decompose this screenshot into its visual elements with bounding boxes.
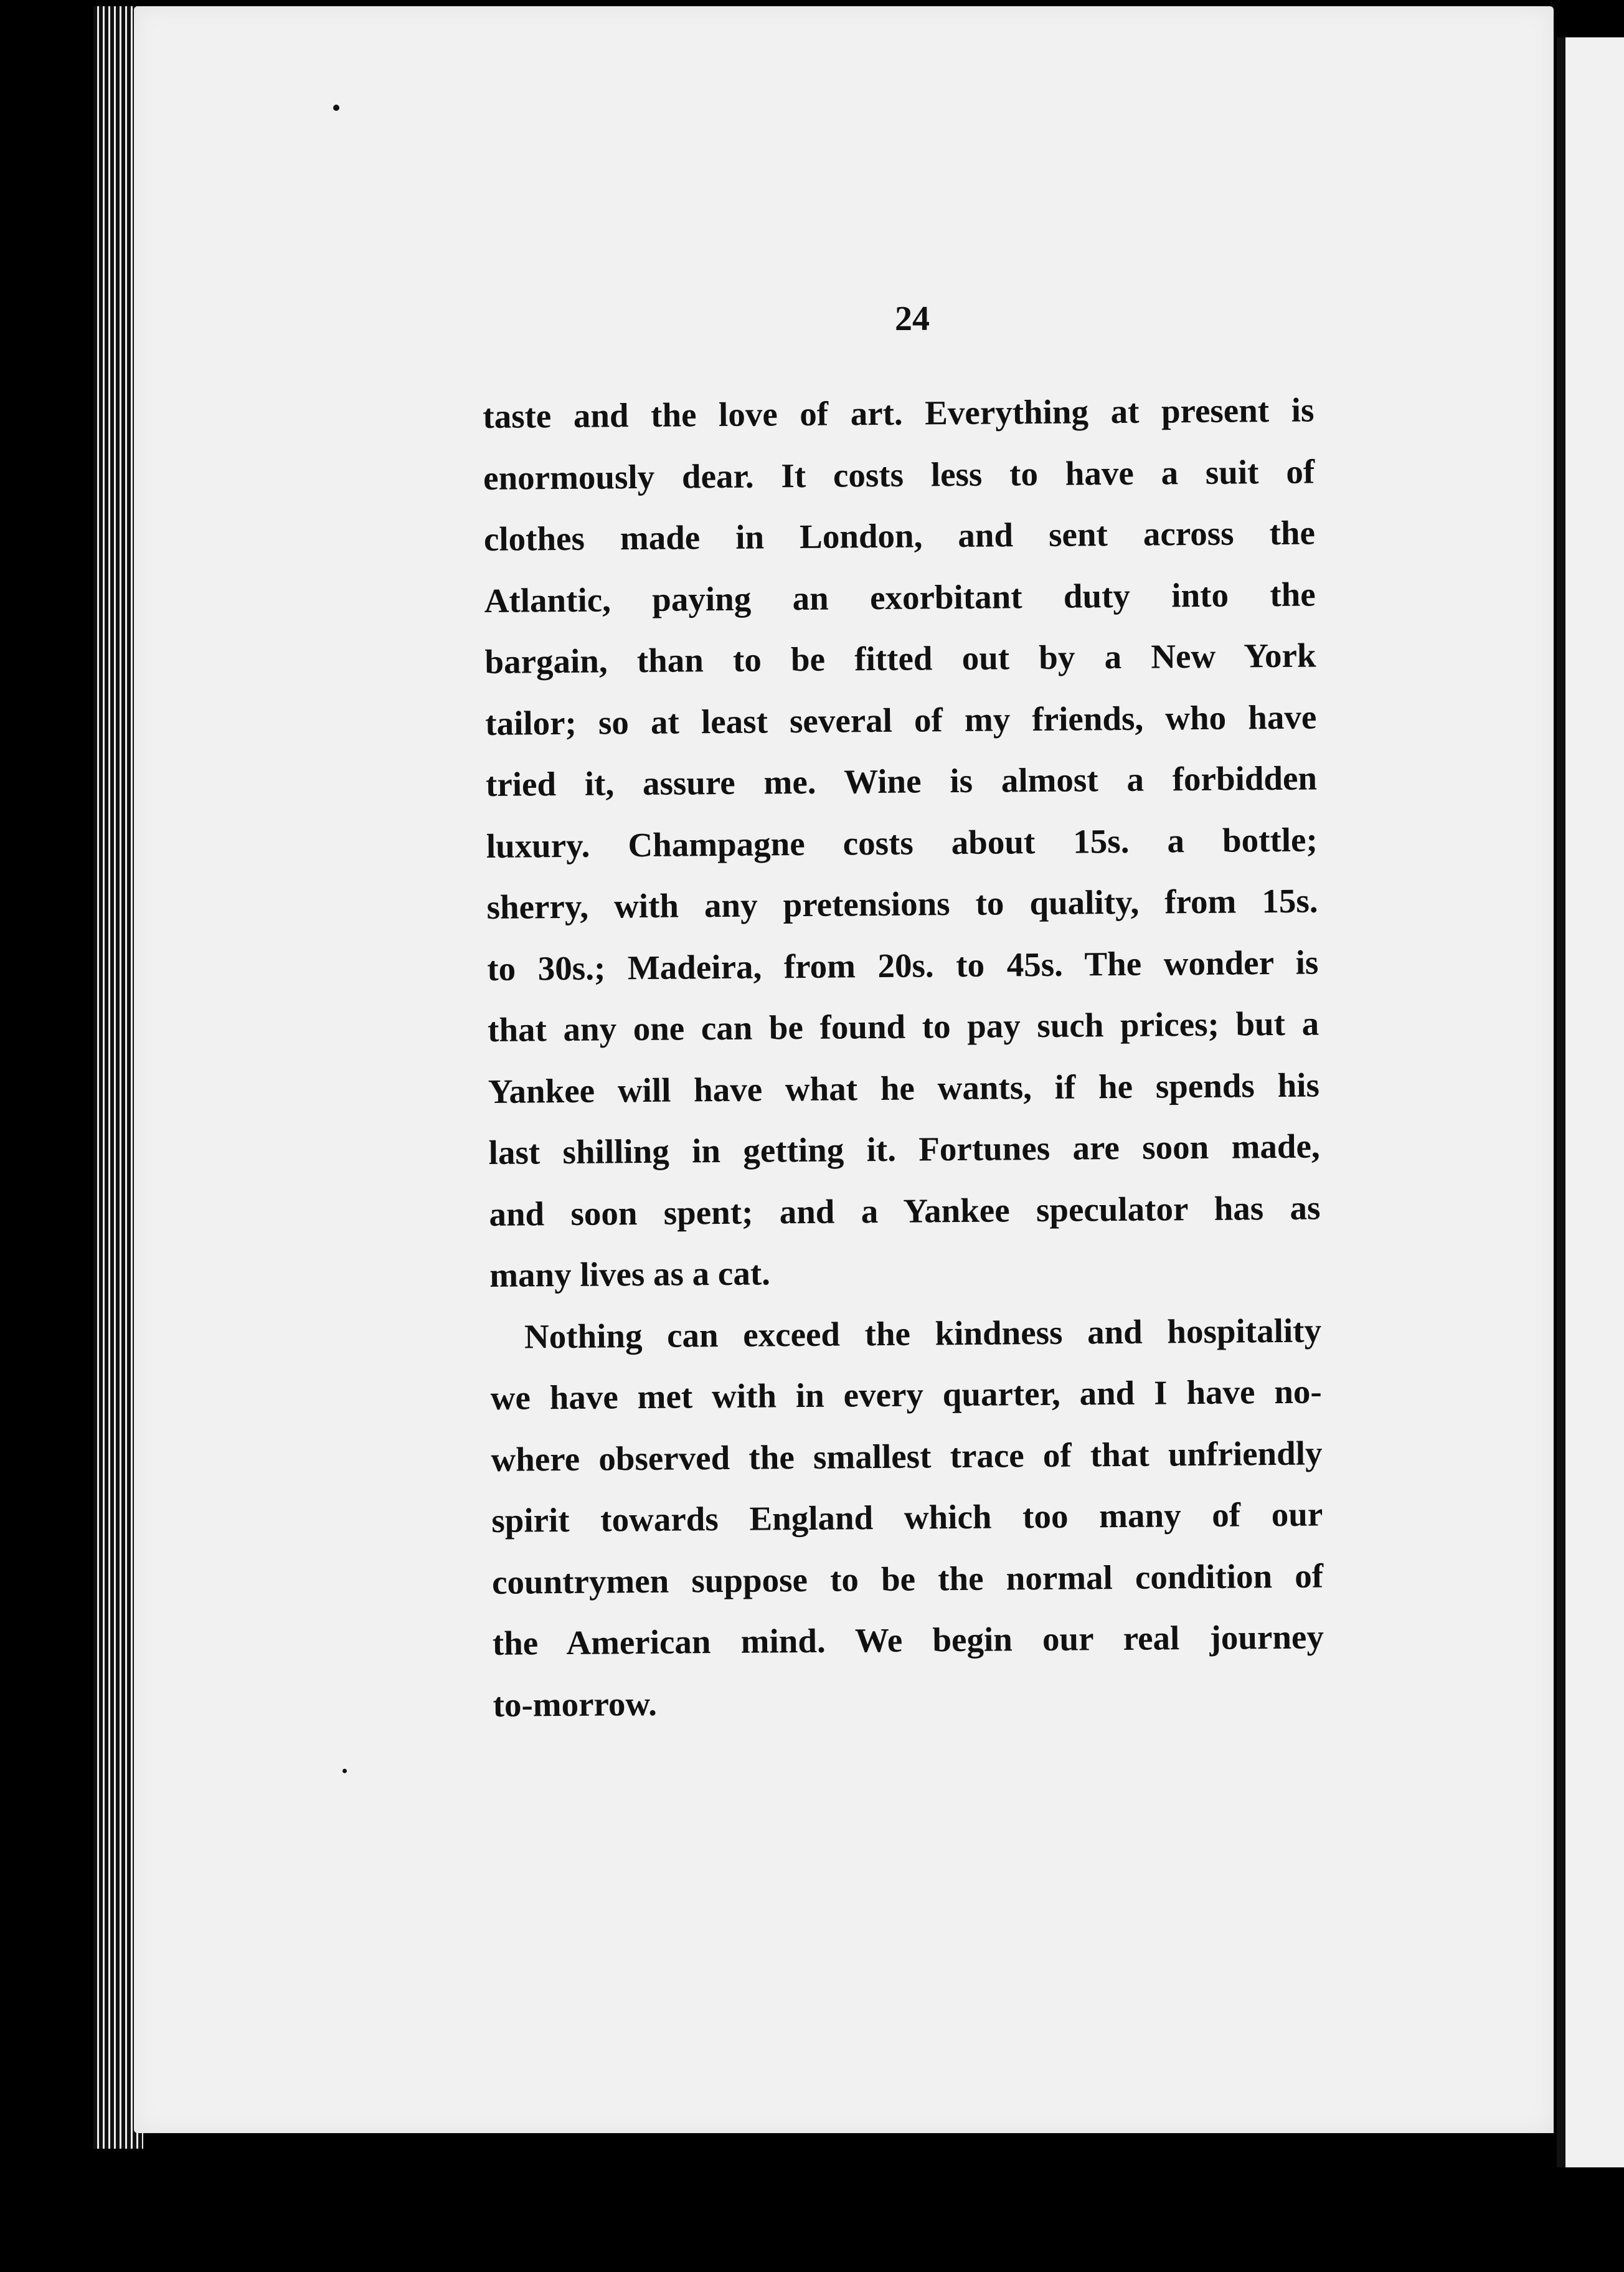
text-line: last shilling in getting it. Fortunes are soon made,: [488, 1127, 1320, 1172]
text-line: enormously dear. It costs less to have a suit of: [483, 452, 1315, 497]
text-line: tried it, assure me. Wine is almost a forbidden: [485, 759, 1318, 803]
text-line: Nothing can exceed the kindness and hospitality: [524, 1310, 1322, 1356]
facing-page-edge: [1557, 37, 1624, 2167]
text-line: Atlantic, paying an exorbitant duty into the: [484, 575, 1316, 620]
text-line: sherry, with any pretensions to quality, from 15s.: [486, 881, 1318, 926]
text-line: and soon spent; and a Yankee speculator has as: [489, 1188, 1321, 1233]
body-text: [483, 380, 1324, 1736]
text-line: taste and the love of art. Everything at present is: [483, 391, 1315, 435]
text-line: to 30s.; Madeira, from 20s. to 45s. The wonder is: [487, 942, 1319, 988]
text-line: tailor; so at least several of my friends, who have: [485, 697, 1317, 742]
text-line: clothes made in London, and sent across the: [483, 513, 1316, 558]
ink-speck: [342, 1769, 347, 1773]
text-line: we have met with in every quarter, and I have no-: [490, 1372, 1322, 1417]
text-line: where observed the smallest trace of that unfriendly: [491, 1433, 1323, 1479]
text-line: countrymen suppose to be the normal condition of: [491, 1556, 1324, 1601]
text-line: the American mind. We begin our real journey: [492, 1617, 1324, 1662]
text-line: luxury. Champagne costs about 15s. a bottle;: [486, 820, 1318, 865]
text-line: to-morrow.: [493, 1684, 658, 1724]
ink-speck: [333, 105, 339, 111]
text-line: that any one can be found to pay such prices; but a: [487, 1004, 1320, 1049]
text-line: Yankee will have what he wants, if he spends his: [488, 1065, 1320, 1110]
text-line: bargain, than to be fitted out by a New York: [484, 636, 1316, 681]
text-line: many lives as a cat.: [489, 1254, 771, 1294]
text-line: spirit towards England which too many of our: [491, 1495, 1323, 1540]
page-number: 24: [895, 300, 930, 338]
